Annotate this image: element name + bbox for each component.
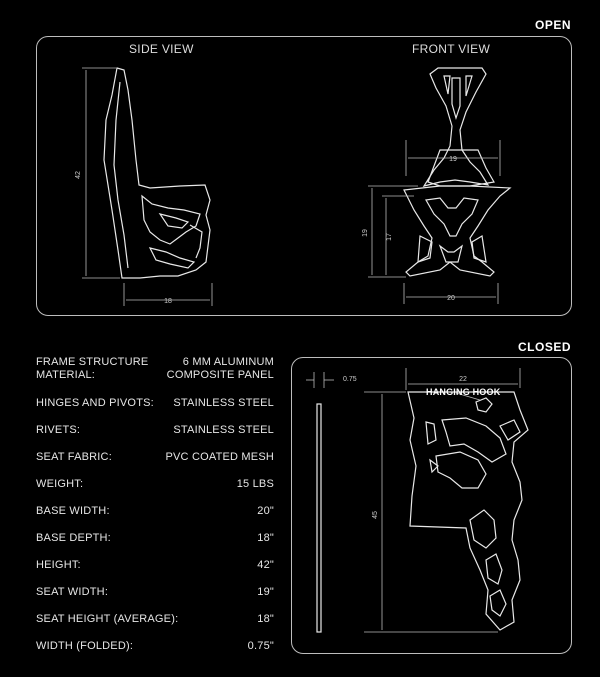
closed-header: CLOSED [517, 340, 571, 354]
spec-name: WEIGHT: [36, 478, 84, 490]
closed-height-label: 45 [372, 511, 379, 519]
spec-name: WIDTH (FOLDED): [36, 640, 134, 652]
spec-value: 15 LBS [236, 478, 274, 490]
spec-name: HEIGHT: [36, 559, 81, 571]
spec-name: FRAME STRUCTURE MATERIAL: [36, 356, 149, 381]
front-seat-height-b-label: 17 [386, 233, 393, 241]
closed-side-profile [317, 404, 321, 632]
front-base-width-label: 20 [447, 295, 455, 302]
spec-name: BASE DEPTH: [36, 532, 111, 544]
spec-value: 42" [257, 559, 274, 571]
spec-name: SEAT WIDTH: [36, 586, 109, 598]
spec-value: 18" [257, 613, 274, 625]
spec-value: PVC COATED MESH [165, 451, 274, 463]
spec-name: SEAT HEIGHT (AVERAGE): [36, 613, 179, 625]
spec-name: SEAT FABRIC: [36, 451, 112, 463]
side-depth-label: 18 [164, 298, 172, 305]
spec-name: BASE WIDTH: [36, 505, 110, 517]
spec-value: 20" [257, 505, 274, 517]
spec-name: RIVETS: [36, 424, 81, 436]
spec-name: HINGES AND PIVOTS: [36, 397, 154, 409]
spec-value: 6 MM ALUMINUM COMPOSITE PANEL [166, 356, 274, 381]
spec-value: 19" [257, 586, 274, 598]
hanging-hook-label: HANGING HOOK [426, 387, 501, 397]
open-header: OPEN [534, 18, 571, 32]
closed-width-label: 22 [459, 376, 467, 383]
spec-value: 18" [257, 532, 274, 544]
spec-value: STAINLESS STEEL [173, 424, 274, 436]
front-view-label: FRONT VIEW [412, 42, 491, 56]
front-seat-width-label: 19 [449, 156, 457, 163]
spec-value: STAINLESS STEEL [173, 397, 274, 409]
closed-thickness-label: 0.75 [343, 376, 357, 383]
front-seat-height-a-label: 19 [362, 229, 369, 237]
side-height-label: 42 [75, 171, 82, 179]
spec-value: 0.75" [247, 640, 274, 652]
side-view-label: SIDE VIEW [129, 42, 194, 56]
hanging-hook-icon [476, 398, 492, 412]
